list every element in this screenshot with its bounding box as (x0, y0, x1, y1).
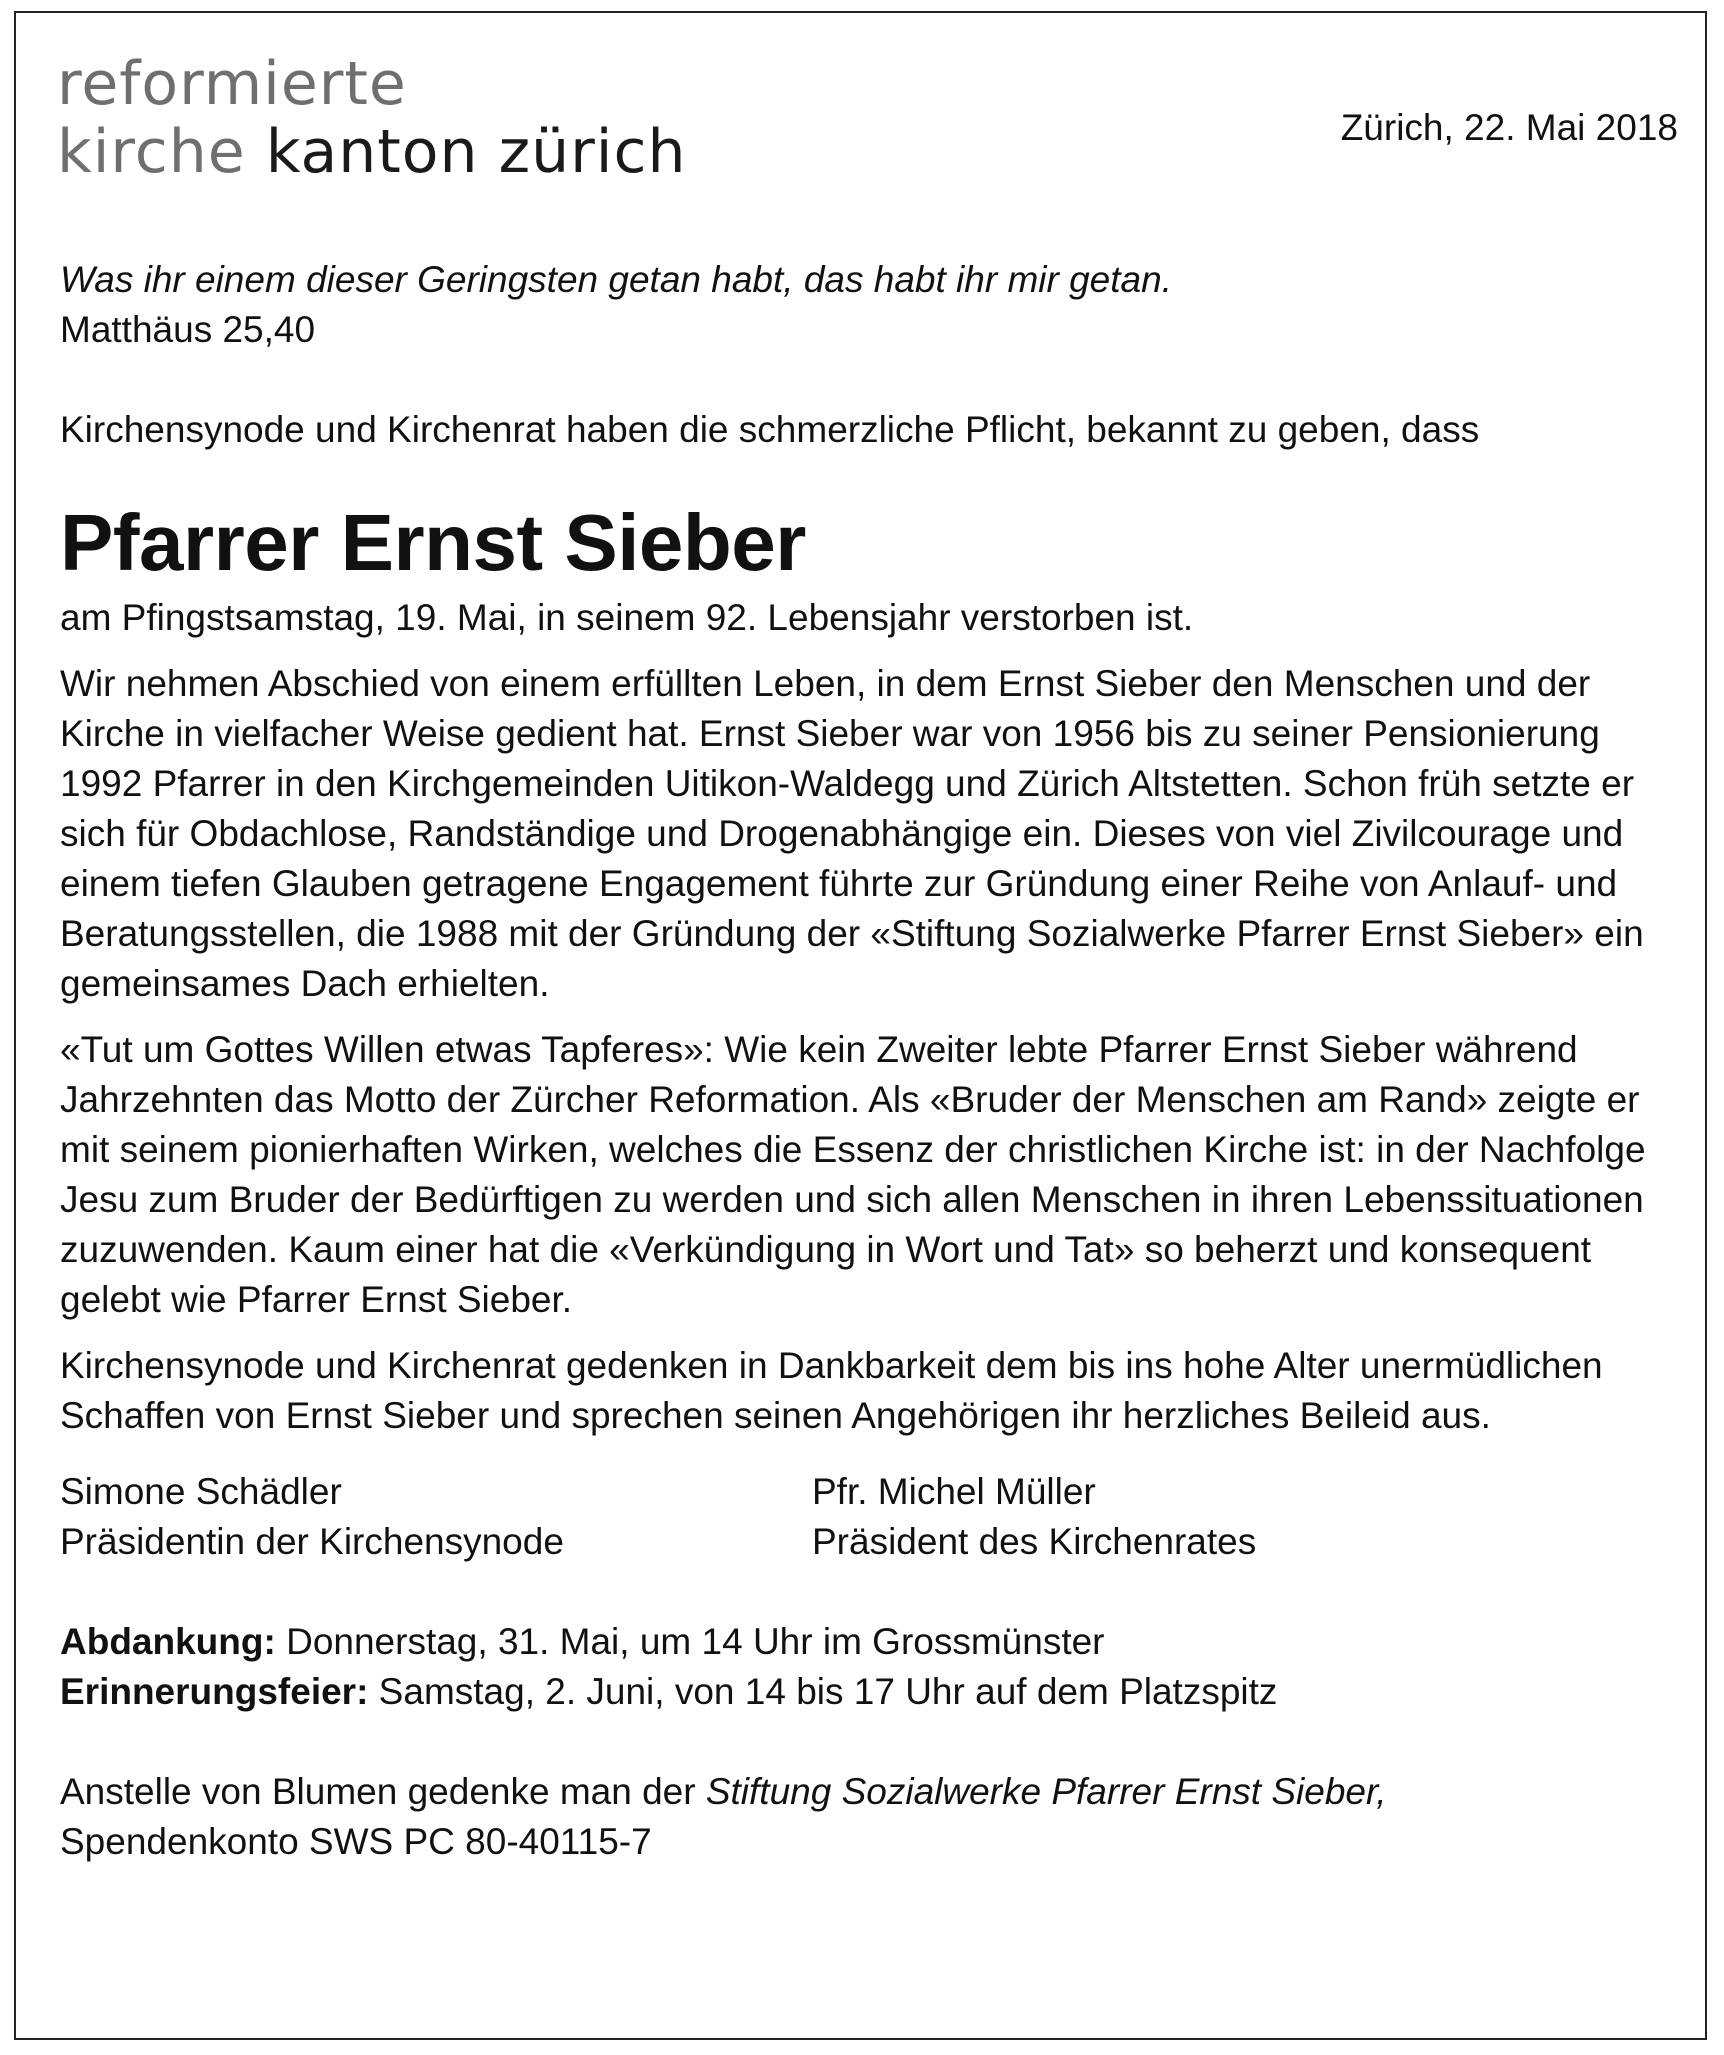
erinnerungsfeier-text: Samstag, 2. Juni, von 14 bis 17 Uhr auf dem Platzspitz (368, 1671, 1278, 1712)
church-logo (57, 50, 686, 186)
intro-text: Kirchensynode und Kirchenrat haben die schmerzliche Pflicht, bekannt zu geben, dass (60, 409, 1480, 450)
service-info (60, 1617, 1680, 1717)
signature-role: Präsident des Kirchenrates (812, 1521, 1257, 1562)
abdankung-label: Abdankung: (60, 1621, 276, 1662)
signature-kirchenrat (812, 1467, 1564, 1567)
abdankung-text: Donnerstag, 31. Mai, um 14 Uhr im Grossmünster (275, 1621, 1105, 1662)
logo-line-1: reformierte (57, 49, 407, 119)
donation-prefix: Anstelle von Blumen gedenke man der (60, 1771, 706, 1812)
signature-name: Simone Schädler (60, 1471, 342, 1512)
notice-body (60, 255, 1680, 1867)
donation-info (60, 1767, 1680, 1867)
signature-name: Pfr. Michel Müller (812, 1471, 1096, 1512)
signature-role: Präsidentin der Kirchensynode (60, 1521, 564, 1562)
logo-line-2 (57, 118, 686, 186)
foundation-name: Stiftung Sozialwerke Pfarrer Ernst Sieber, (705, 1771, 1387, 1812)
signature-synode (60, 1467, 812, 1567)
bible-reference: Matthäus 25,40 (60, 309, 316, 350)
erinnerungsfeier-label: Erinnerungsfeier: (60, 1671, 369, 1712)
donation-account: Spendenkonto SWS PC 80-40115-7 (60, 1821, 652, 1862)
signatures (60, 1467, 1680, 1567)
deceased-name: Pfarrer Ernst Sieber (60, 498, 806, 587)
abdankung-line (60, 1617, 1680, 1667)
paragraph-legacy: «Tut um Gottes Willen etwas Tapferes»: Wie kein Zweiter lebte Pfarrer Ernst Sieber während Jahrzehnten das Motto der Zürcher Reformation. Als «Bruder der Menschen am Rand» zeigte er mit seinem pionierhaften Wirken, welches die Essenz der christlichen Kirche ist: in der Nachfolge Jesu zum Bruder der Bedürftigen zu werden und sich allen Menschen in ihren Lebenssituationen zuzuwenden. Kaum einer hat die «Verkündigung in Wort und Tat» so beherzt und konsequent gelebt wie Pfarrer Ernst Sieber. (60, 1029, 1646, 1320)
paragraph-condolence: Kirchensynode und Kirchenrat gedenken in Dankbarkeit dem bis ins hohe Alter unermüdlichen Schaffen von Ernst Sieber und sprechen seinen Angehörigen ihr herzliches Beileid aus. (60, 1345, 1603, 1436)
paragraph-life: Wir nehmen Abschied von einem erfüllten Leben, in dem Ernst Sieber den Menschen und der Kirche in vielfacher Weise gedient hat. Ernst Sieber war von 1956 bis zu seiner Pensionierung 1992 Pfarrer in den Kirchgemeinden Uitikon-Waldegg und Zürich Altstetten. Schon früh setzte er sich für Obdachlose, Randständige und Drogenabhängige ein. Dieses von viel Zivilcourage und einem tiefen Glauben getragene Engagement führte zur Gründung einer Reihe von Anlauf- und Beratungsstellen, die 1988 mit der Gründung der «Stiftung Sozialwerke Pfarrer Ernst Sieber» ein gemeinsames Dach erhielten. (60, 663, 1644, 1004)
bible-quote: Was ihr einem dieser Geringsten getan habt, das habt ihr mir getan. (60, 259, 1172, 300)
death-line: am Pfingstsamstag, 19. Mai, in seinem 92. Lebensjahr verstorben ist. (60, 597, 1194, 638)
logo-word-kirche: kirche (57, 117, 246, 187)
notice-date: Zürich, 22. Mai 2018 (1340, 107, 1678, 148)
erinnerungsfeier-line (60, 1667, 1680, 1717)
donation-line (60, 1767, 1680, 1817)
logo-word-kanton: kanton zürich (265, 117, 687, 187)
